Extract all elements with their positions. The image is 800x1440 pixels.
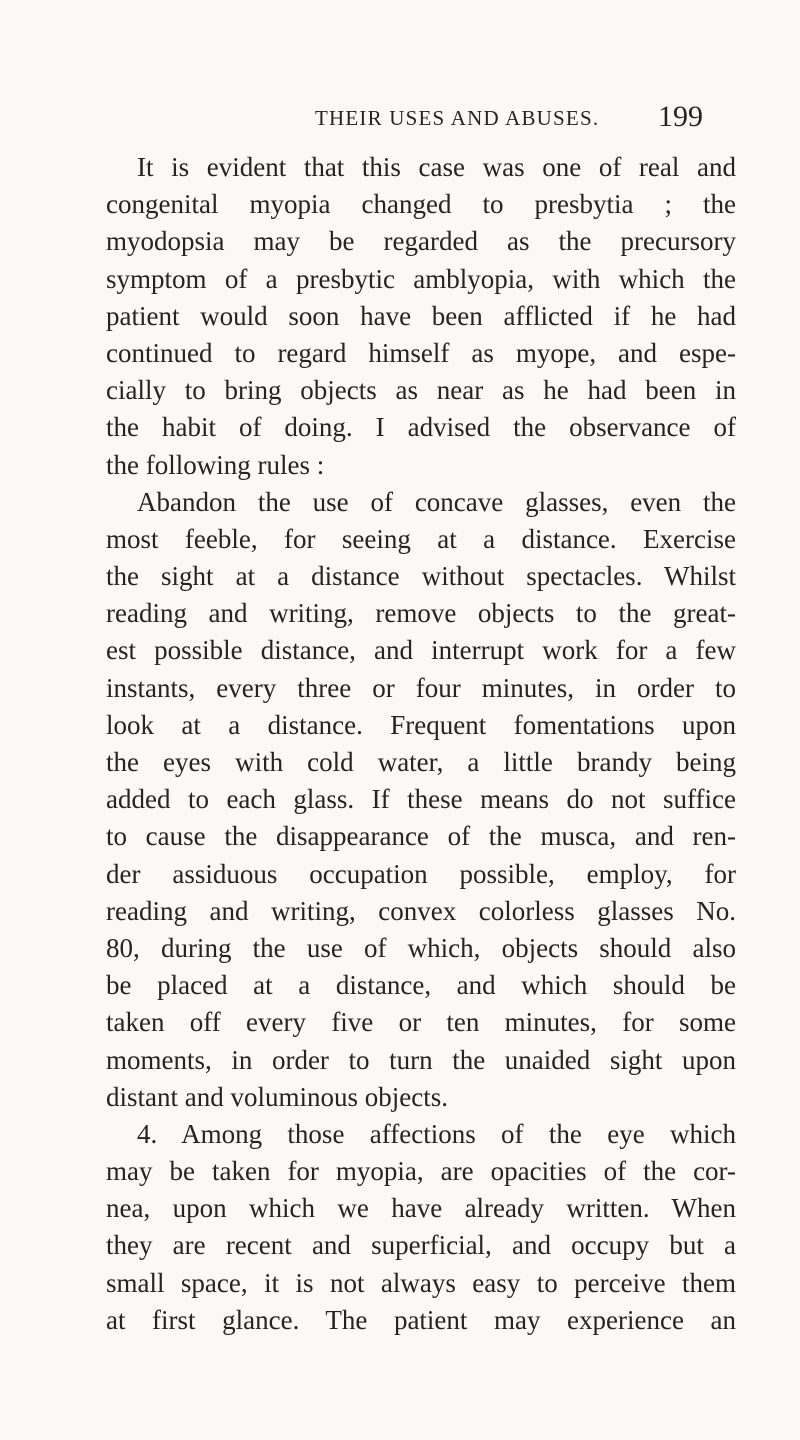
- text-line: nea, upon which we have already written. When: [106, 1193, 736, 1224]
- text-line: look at a distance. Frequent fomentations upon: [106, 709, 736, 740]
- text-line: cially to bring objects as near as he had been in: [106, 375, 736, 406]
- text-line: small space, it is not always easy to perceive them: [106, 1267, 736, 1298]
- text-line: est possible distance, and interrupt work for a few: [106, 635, 736, 666]
- running-head: [0, 100, 800, 146]
- text-line: taken off every five or ten minutes, for some: [106, 1007, 736, 1038]
- text-line: at first glance. The patient may experience an: [106, 1304, 736, 1335]
- text-line: reading and writing, remove objects to the great-: [106, 598, 736, 629]
- text-line: instants, every three or four minutes, in order to: [106, 672, 736, 703]
- body-text: [106, 149, 736, 1339]
- text-line: be placed at a distance, and which should be: [106, 970, 736, 1001]
- text-line: symptom of a presbytic amblyopia, with which the: [106, 263, 736, 294]
- text-line: continued to regard himself as myope, and espe-: [106, 337, 736, 368]
- text-line: moments, in order to turn the unaided sight upon: [106, 1044, 736, 1075]
- text-line: they are recent and superficial, and occupy but a: [106, 1230, 736, 1261]
- text-line: the habit of doing. I advised the observance of: [106, 412, 736, 443]
- text-line: der assiduous occupation possible, employ, for: [106, 858, 736, 889]
- text-line: It is evident that this case was one of real and: [137, 152, 736, 182]
- text-line: the sight at a distance without spectacles. Whilst: [106, 561, 736, 592]
- text-line: distant and voluminous objects.: [106, 1081, 448, 1112]
- text-line: most feeble, for seeing at a distance. Exercise: [106, 523, 736, 554]
- text-line: Abandon the use of concave glasses, even the: [137, 486, 736, 517]
- text-line: may be taken for myopia, are opacities of the cor-: [106, 1156, 736, 1187]
- text-line: the following rules :: [106, 449, 325, 480]
- text-line: congenital myopia changed to presbytia ; the: [106, 189, 736, 220]
- text-line: to cause the disappearance of the musca, and ren-: [106, 821, 736, 852]
- text-line: added to each glass. If these means do not suffice: [106, 784, 736, 815]
- page-number: 199: [658, 100, 703, 133]
- text-line: reading and writing, convex colorless glasses No.: [106, 895, 736, 926]
- text-line: 80, during the use of which, objects should also: [106, 932, 736, 963]
- text-line: myodopsia may be regarded as the precursory: [106, 226, 736, 257]
- text-line: patient would soon have been afflicted if he had: [106, 300, 736, 331]
- running-title: THEIR USES AND ABUSES.: [315, 106, 600, 130]
- text-line: the eyes with cold water, a little brandy being: [106, 747, 736, 777]
- text-line: 4. Among those affections of the eye which: [137, 1118, 736, 1149]
